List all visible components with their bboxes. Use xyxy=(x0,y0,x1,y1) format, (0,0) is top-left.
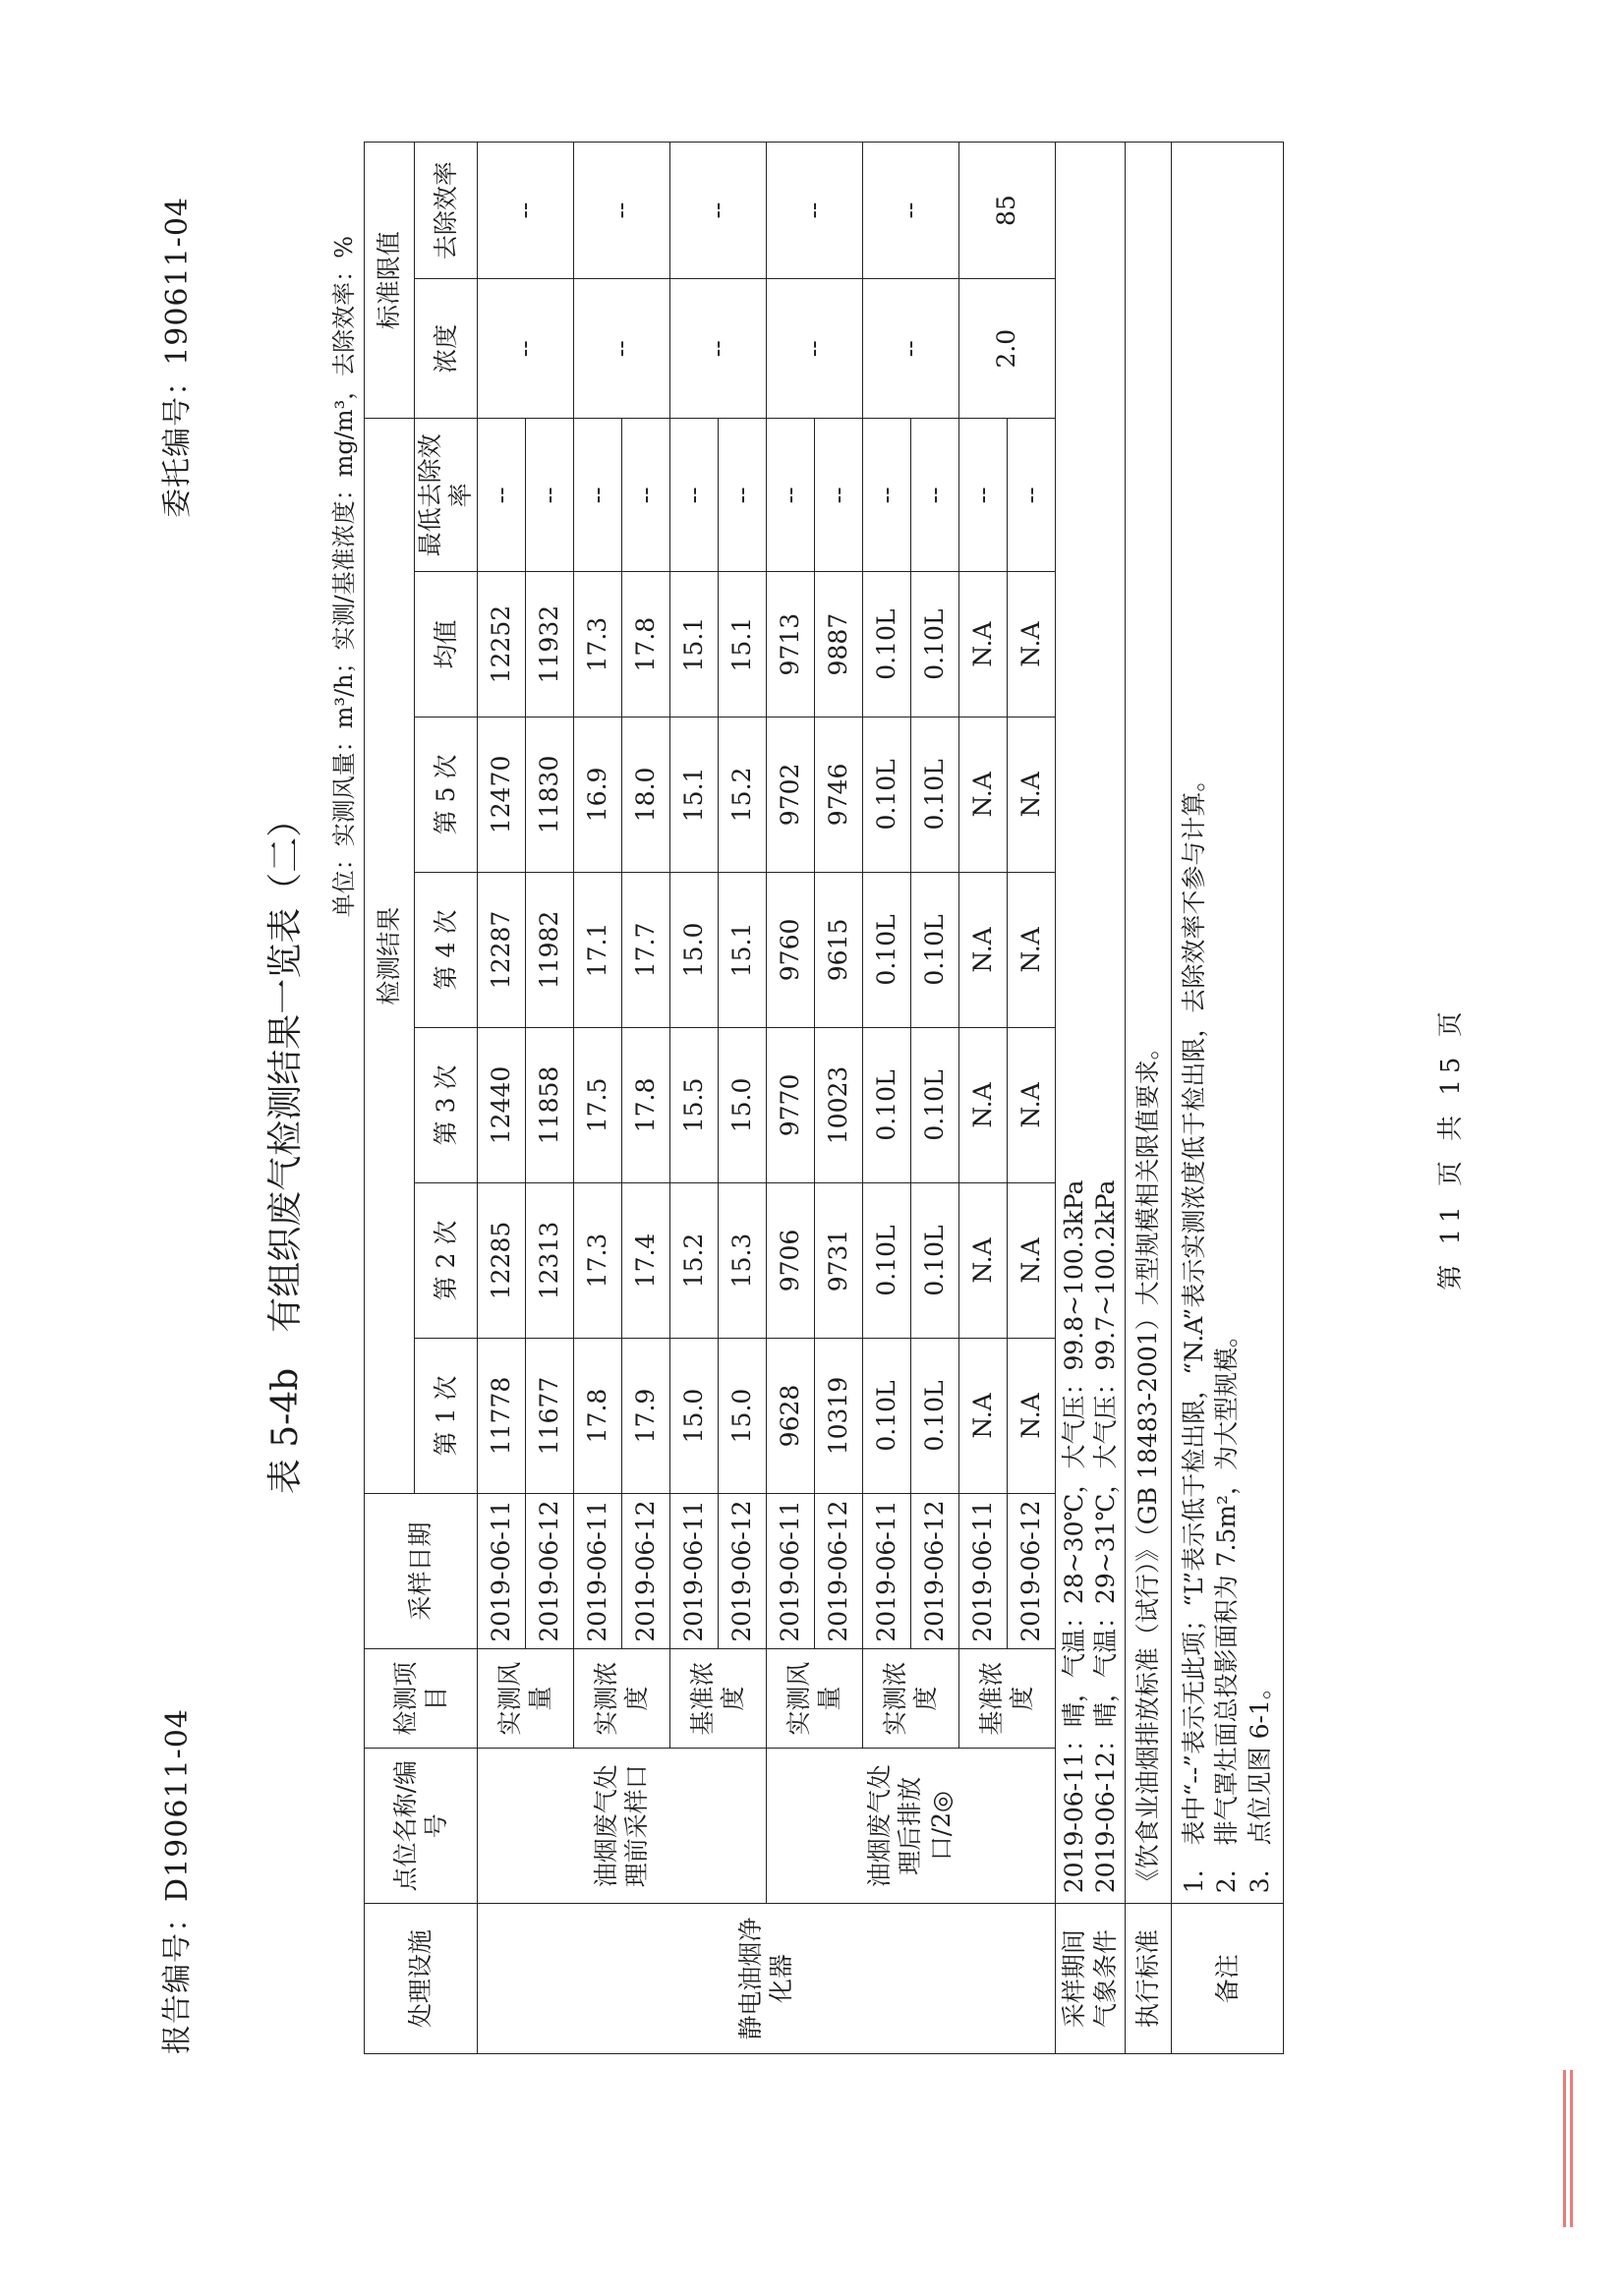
date-cell: 2019-06-12 xyxy=(814,1494,862,1649)
date-cell: 2019-06-12 xyxy=(525,1494,573,1649)
value-cell: 17.4 xyxy=(621,1182,669,1338)
remark-3: 3. 点位见图 6-1。 xyxy=(1246,1675,1274,1894)
value-cell: 12287 xyxy=(477,872,525,1027)
mean-cell: 17.3 xyxy=(573,572,621,718)
mean-cell: 11932 xyxy=(525,572,573,718)
col-run-3: 第 3 次 xyxy=(415,1027,478,1182)
mean-cell: N.A xyxy=(958,572,1007,718)
value-cell: 17.9 xyxy=(621,1339,669,1494)
value-cell: 11858 xyxy=(525,1027,573,1182)
col-item: 检测项目 xyxy=(365,1649,478,1749)
sampling-label xyxy=(1055,1904,1125,2054)
value-cell: N.A xyxy=(1007,1027,1055,1182)
item-cell: 实测浓度 xyxy=(573,1649,669,1749)
date-cell: 2019-06-11 xyxy=(573,1494,621,1649)
stamp-edge xyxy=(1563,2070,1575,2227)
value-cell: 11677 xyxy=(525,1339,573,1494)
value-cell: 0.10L xyxy=(862,872,910,1027)
date-cell: 2019-06-11 xyxy=(766,1494,814,1649)
table-row xyxy=(477,143,525,2054)
value-cell: 0.10L xyxy=(862,1339,910,1494)
standard-text: 《饮食业油烟排放标准（试行）》（GB 18483-2001）大型规模相关限值要求。 xyxy=(1125,143,1171,1904)
value-cell: 17.3 xyxy=(573,1182,621,1338)
value-cell: 9746 xyxy=(814,717,862,872)
value-cell: 10319 xyxy=(814,1339,862,1494)
limit-conc-cell: -- xyxy=(477,279,573,419)
date-cell: 2019-06-12 xyxy=(718,1494,766,1649)
sampling-line-1: 2019-06-11：晴，气温：28~30℃，大气压：99.8~100.3kPa xyxy=(1060,1179,1089,1894)
value-cell: 11982 xyxy=(525,872,573,1027)
col-run-5: 第 5 次 xyxy=(415,717,478,872)
eff-cell: -- xyxy=(1007,419,1055,572)
standard-label: 执行标准 xyxy=(1125,1904,1171,2054)
item-cell: 实测浓度 xyxy=(862,1649,958,1749)
value-cell: 0.10L xyxy=(910,717,958,872)
col-point: 点位名称/编号 xyxy=(365,1749,478,1904)
col-facility: 处理设施 xyxy=(365,1904,478,2054)
value-cell: N.A xyxy=(958,872,1007,1027)
value-cell: N.A xyxy=(1007,1182,1055,1338)
limit-eff-cell: -- xyxy=(862,143,958,279)
sampling-conditions xyxy=(1055,143,1125,1904)
date-cell: 2019-06-11 xyxy=(958,1494,1007,1649)
value-cell: 17.1 xyxy=(573,872,621,1027)
value-cell: 0.10L xyxy=(910,1027,958,1182)
results-table xyxy=(364,142,1284,2054)
table-title: 表 5-4b 有组织废气检测结果一览表（二） xyxy=(265,801,306,1495)
value-cell: 15.2 xyxy=(718,717,766,872)
value-cell: 17.8 xyxy=(573,1339,621,1494)
eff-cell: -- xyxy=(910,419,958,572)
page-footer: 第 11 页 共 15 页 xyxy=(1436,1005,1466,1291)
value-cell: 15.5 xyxy=(669,1027,718,1182)
eff-cell: -- xyxy=(525,419,573,572)
value-cell: 9615 xyxy=(814,872,862,1027)
limit-eff-cell: -- xyxy=(573,143,669,279)
mean-cell: 15.1 xyxy=(718,572,766,718)
item-cell: 实测风量 xyxy=(766,1649,862,1749)
point-after: 油烟废气处理后排放口/2◎ xyxy=(766,1749,1055,1904)
value-cell: 9770 xyxy=(766,1027,814,1182)
eff-cell: -- xyxy=(862,419,910,572)
eff-cell: -- xyxy=(718,419,766,572)
remarks-text xyxy=(1171,143,1283,1904)
value-cell: 15.3 xyxy=(718,1182,766,1338)
limit-conc-cell: -- xyxy=(862,279,958,419)
limit-conc-cell: -- xyxy=(669,279,766,419)
remark-2: 2. 排气罩灶面总投影面积为 7.5m²，为大型规模。 xyxy=(1212,1322,1242,1894)
value-cell: N.A xyxy=(958,717,1007,872)
eff-cell: -- xyxy=(958,419,1007,572)
value-cell: 15.0 xyxy=(718,1339,766,1494)
sampling-label-1: 采样期间 xyxy=(1060,1929,1089,2029)
value-cell: 17.8 xyxy=(621,1027,669,1182)
remarks-row xyxy=(1171,143,1283,2054)
point-before: 油烟废气处理前采样口 xyxy=(477,1749,766,1904)
value-cell: 15.1 xyxy=(718,872,766,1027)
date-cell: 2019-06-11 xyxy=(862,1494,910,1649)
value-cell: 15.1 xyxy=(669,717,718,872)
date-cell: 2019-06-12 xyxy=(621,1494,669,1649)
value-cell: 18.0 xyxy=(621,717,669,872)
value-cell: 0.10L xyxy=(910,872,958,1027)
col-limit-eff: 去除效率 xyxy=(415,143,478,279)
value-cell: 0.10L xyxy=(862,1027,910,1182)
limit-eff-cell: -- xyxy=(766,143,862,279)
value-cell: 0.10L xyxy=(910,1182,958,1338)
value-cell: 16.9 xyxy=(573,717,621,872)
sampling-label-2: 气象条件 xyxy=(1090,1929,1120,2029)
value-cell: 9731 xyxy=(814,1182,862,1338)
value-cell: 17.5 xyxy=(573,1027,621,1182)
date-cell: 2019-06-11 xyxy=(477,1494,525,1649)
value-cell: N.A xyxy=(958,1182,1007,1338)
report-number: 报告编号：D190611-04 xyxy=(160,1708,195,2054)
value-cell: 0.10L xyxy=(862,717,910,872)
eff-cell: -- xyxy=(669,419,718,572)
value-cell: N.A xyxy=(958,1027,1007,1182)
value-cell: 17.7 xyxy=(621,872,669,1027)
item-cell: 实测风量 xyxy=(477,1649,573,1749)
value-cell: 12285 xyxy=(477,1182,525,1338)
value-cell: 9760 xyxy=(766,872,814,1027)
col-date: 采样日期 xyxy=(365,1494,478,1649)
value-cell: 9702 xyxy=(766,717,814,872)
value-cell: 12313 xyxy=(525,1182,573,1338)
date-cell: 2019-06-12 xyxy=(910,1494,958,1649)
item-cell: 基准浓度 xyxy=(669,1649,766,1749)
limit-conc-cell: -- xyxy=(573,279,669,419)
value-cell: 9628 xyxy=(766,1339,814,1494)
mean-cell: 9713 xyxy=(766,572,814,718)
value-cell: N.A xyxy=(1007,1339,1055,1494)
eff-cell: -- xyxy=(621,419,669,572)
value-cell: 9706 xyxy=(766,1182,814,1338)
item-cell: 基准浓度 xyxy=(958,1649,1055,1749)
value-cell: 10023 xyxy=(814,1027,862,1182)
eff-cell: -- xyxy=(814,419,862,572)
mean-cell: 12252 xyxy=(477,572,525,718)
col-min-eff: 最低去除效率 xyxy=(415,419,478,572)
value-cell: 12470 xyxy=(477,717,525,872)
mean-cell: 9887 xyxy=(814,572,862,718)
value-cell: 0.10L xyxy=(862,1182,910,1338)
eff-cell: -- xyxy=(477,419,525,572)
mean-cell: N.A xyxy=(1007,572,1055,718)
mean-cell: 17.8 xyxy=(621,572,669,718)
value-cell: 0.10L xyxy=(910,1339,958,1494)
col-run-1: 第 1 次 xyxy=(415,1339,478,1494)
remarks-label: 备注 xyxy=(1171,1904,1283,2054)
eff-cell: -- xyxy=(573,419,621,572)
limit-conc-cell: -- xyxy=(766,279,862,419)
limit-eff-cell: 85 xyxy=(958,143,1055,279)
standard-row xyxy=(1125,143,1171,2054)
remark-1: 1. 表中“--”表示无此项；“L”表示低于检出限，“N.A”表示实测浓度低于检出限，去除效率不参与计算。 xyxy=(1179,767,1208,1894)
limit-conc-cell: 2.0 xyxy=(958,279,1055,419)
value-cell: 12440 xyxy=(477,1027,525,1182)
value-cell: N.A xyxy=(1007,717,1055,872)
col-limit-conc: 浓度 xyxy=(415,279,478,419)
facility-name: 静电油烟净化器 xyxy=(477,1904,1055,2054)
mean-cell: 15.1 xyxy=(669,572,718,718)
col-run-2: 第 2 次 xyxy=(415,1182,478,1338)
value-cell: 15.0 xyxy=(669,1339,718,1494)
value-cell: N.A xyxy=(958,1339,1007,1494)
value-cell: 15.0 xyxy=(718,1027,766,1182)
col-limit: 标准限值 xyxy=(365,143,415,419)
date-cell: 2019-06-12 xyxy=(1007,1494,1055,1649)
value-cell: 11830 xyxy=(525,717,573,872)
value-cell: 15.2 xyxy=(669,1182,718,1338)
table-row xyxy=(766,143,814,2054)
sampling-row xyxy=(1055,143,1125,2054)
value-cell: N.A xyxy=(1007,872,1055,1027)
value-cell: 11778 xyxy=(477,1339,525,1494)
mean-cell: 0.10L xyxy=(862,572,910,718)
col-run-4: 第 4 次 xyxy=(415,872,478,1027)
units-line: 单位：实测风量：m³/h；实测/基准浓度：mg/m³，去除效率：% xyxy=(330,236,358,918)
sampling-line-2: 2019-06-12：晴，气温：29~31℃，大气压：99.7~100.2kPa xyxy=(1090,1179,1120,1894)
col-results: 检测结果 xyxy=(365,419,415,1494)
limit-eff-cell: -- xyxy=(477,143,573,279)
limit-eff-cell: -- xyxy=(669,143,766,279)
col-mean: 均值 xyxy=(415,572,478,718)
entrust-number: 委托编号：190611-04 xyxy=(160,197,195,518)
mean-cell: 0.10L xyxy=(910,572,958,718)
value-cell: 15.0 xyxy=(669,872,718,1027)
eff-cell: -- xyxy=(766,419,814,572)
date-cell: 2019-06-11 xyxy=(669,1494,718,1649)
